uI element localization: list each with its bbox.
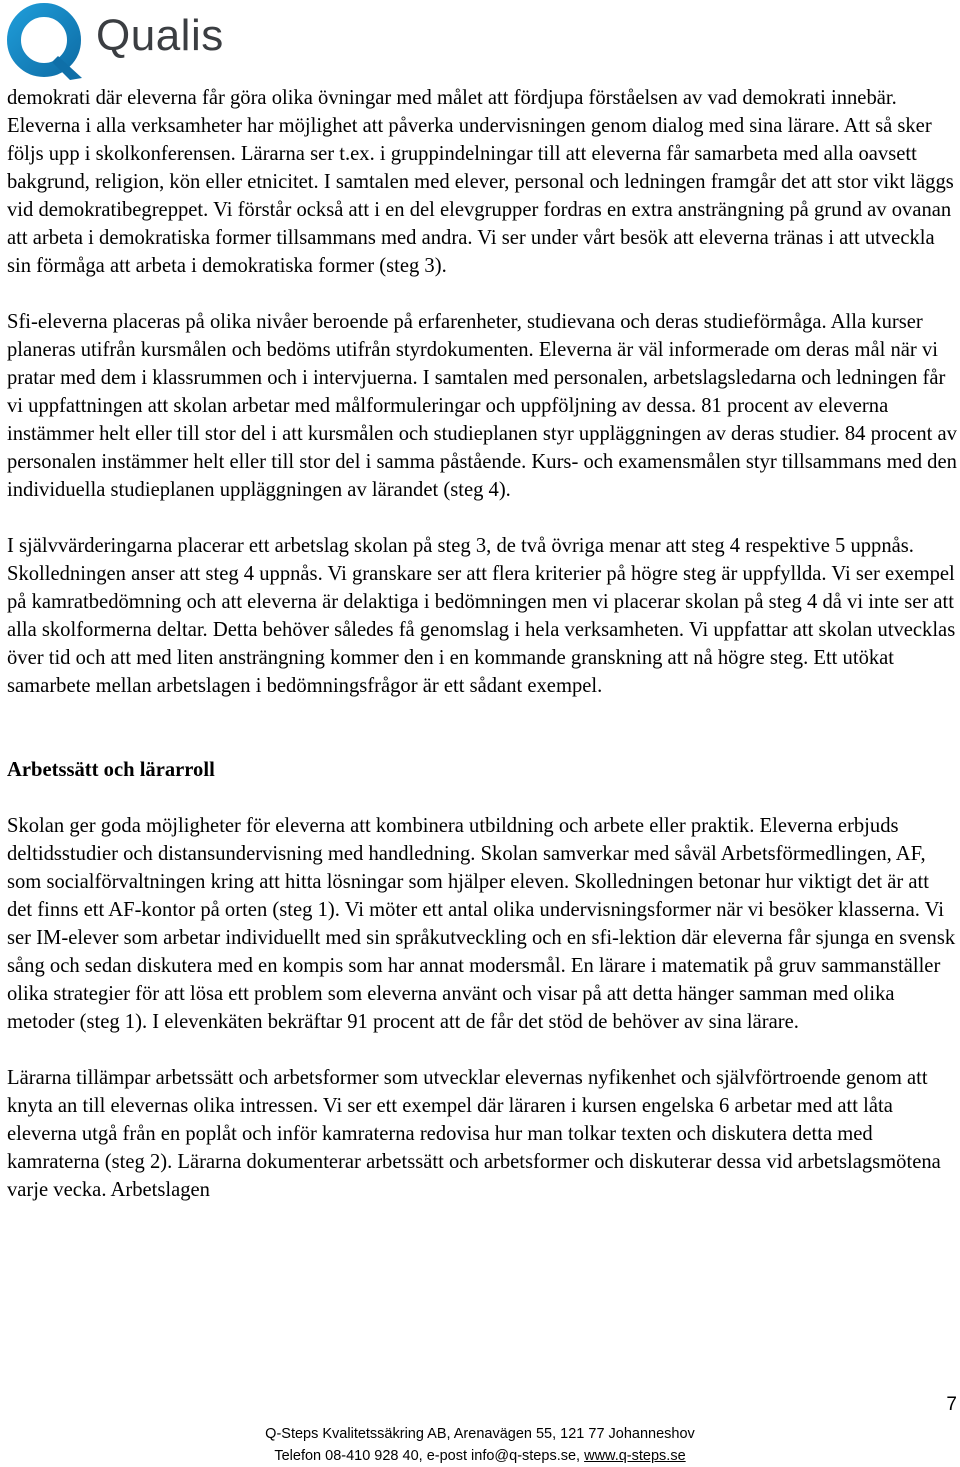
document-body [7, 84, 957, 1232]
website-link[interactable]: www.q-steps.se [584, 1448, 686, 1464]
paragraph: Sfi-eleverna placeras på olika nivåer beroende på erfarenheter, studievana och deras studieförmåga. Alla kurser planeras utifrån kursmålen och bedöms utifrån styrdokumenten. Eleverna är väl informerade om deras mål när vi pratar med dem i klassrummen och i intervjuerna. I samtalen med personalen, arbetslagsledarna och ledningen får vi uppfattningen att skolan arbetar med målformuleringar och uppföljning av dessa. 81 procent av eleverna instämmer helt eller till stor del i att kursmålen och studieplanen styr uppläggningen av deras studier. 84 procent av personalen instämmer helt eller till stor del i samma påstående. Kurs- och examensmålen styr tillsammans med den individuella studieplanen uppläggningen av lärandet (steg 4). [7, 311, 957, 501]
paragraph: Skolan ger goda möjligheter för eleverna att kombinera utbildning och arbete eller praktik. Eleverna erbjuds deltidsstudier och distansundervisning med handledning. Skolan samverkar med såväl Arbetsförmedlingen, AF, som socialförvaltningen kring att hitta lösningar som hjälper eleven. Skolledningen betonar hur viktigt det är att det finns ett AF-kontor på orten (steg 1). Vi möter ett antal olika undervisningsformer när vi besöker klasserna. Vi ser IM-elever som arbetar individuellt med sin språkutveckling och en sfi-lektion där eleverna får sjunga en svensk sång och sedan diskutera med en kompis som har annat modersmål. En lärare i matematik på gruv sammanställer olika strategier för att lösa ett problem som eleverna använt och visar på att detta hänger samman med olika metoder (steg 1). I elevenkäten bekräftar 91 procent att de får det stöd de behöver av sina lärare. [7, 815, 956, 1033]
qualis-q-icon [6, 2, 88, 82]
footer-address: Q-Steps Kvalitetssäkring AB, Arenavägen 55, 121 77 Johanneshov [265, 1426, 695, 1442]
paragraph: demokrati där eleverna får göra olika övningar med målet att fördjupa förståelsen av vad demokrati innebär. Eleverna i alla verksamheter har möjlighet att påverka undervisningen genom dialog med sina lärare. Att så sker följs upp i skolkonferensen. Lärarna ser t.ex. i gruppindelningar till att eleverna får samarbeta med alla oavsett bakgrund, religion, kön eller etnicitet. I samtalen med elever, personal och ledningen framgår det att stor vikt läggs vid demokratibegreppet. Vi förstår också att i en del elevgrupper fordras en extra ansträngning på grund av ovanan att arbeta i demokratiska former tillsammans med andra. Vi ser under vårt besök att eleverna tränas i att utveckla sin förmåga att arbeta i demokratiska former (steg 3). [7, 87, 954, 277]
qualis-logo [6, 2, 224, 82]
section-heading: Arbetssätt och lärarroll [7, 759, 215, 781]
paragraph: Lärarna tillämpar arbetssätt och arbetsformer som utvecklar elevernas nyfikenhet och självförtroende genom att knyta an till elevernas olika intressen. Vi ser ett exempel där läraren i kursen engelska 6 arbetar med att låta eleverna utgå från en poplåt och inför kamraterna redovisa hur man tolkar texten och diskutera detta med kamraterna (steg 2). Lärarna dokumenterar arbetssätt och arbetsformer och diskuterar dessa vid arbetslagsmötena varje vecka. Arbetslagen [7, 1067, 941, 1201]
footer-contact-text: Telefon 08-410 928 40, e-post info@q-steps.se, [274, 1448, 585, 1464]
page-number: 7 [946, 1394, 957, 1415]
paragraph: I självvärderingarna placerar ett arbetslag skolan på steg 3, de två övriga menar att steg 4 respektive 5 uppnås. Skolledningen anser att steg 4 uppnås. Vi granskare ser att flera kriterier på högre steg är uppfyllda. Vi ser exempel på kamratbedömning och att eleverna är delaktiga i bedömningen men vi placerar skolan på steg 4 då vi inte ser att alla skolformerna deltar. Detta behöver således få genomslag i hela verksamheten. Vi uppfattar att skolan utvecklas över tid och att med liten ansträngning kommer den i en kommande granskning att nå högre steg. Ett utökat samarbete mellan arbetslagen i bedömningsfrågor är ett sådant exempel. [7, 535, 956, 697]
logo-text: Qualis [96, 11, 224, 60]
footer-contact [0, 1445, 960, 1467]
footer [0, 1423, 960, 1467]
